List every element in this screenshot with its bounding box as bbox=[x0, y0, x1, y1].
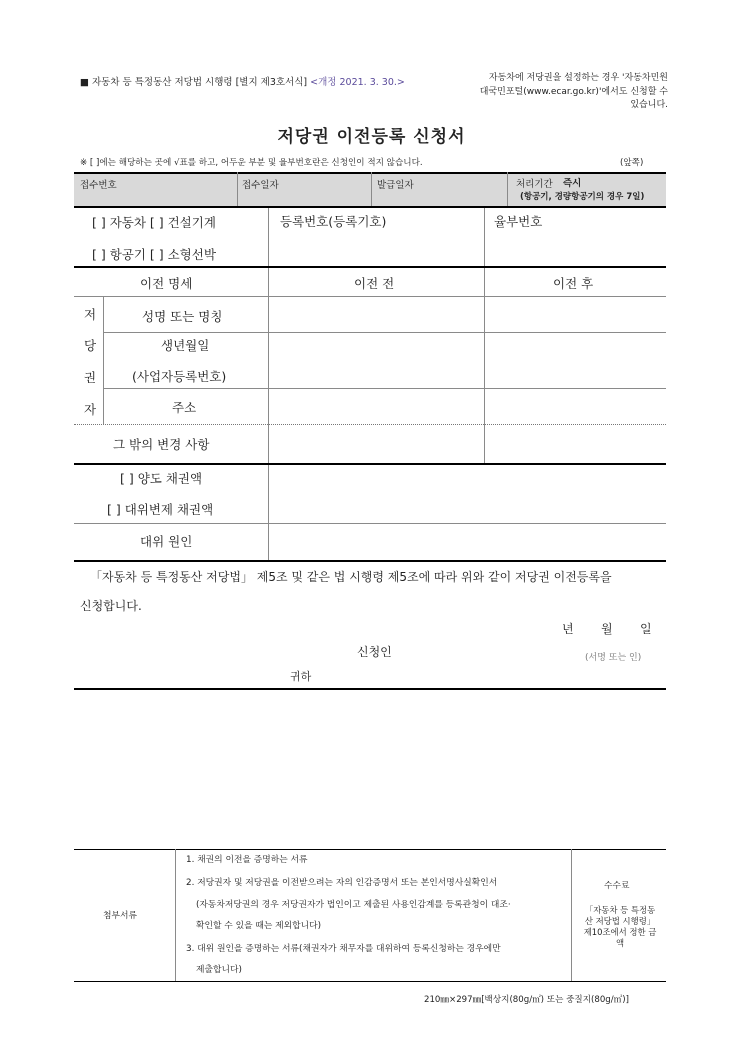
rule bbox=[74, 523, 666, 524]
other-changes-label: 그 밖의 변경 사항 bbox=[113, 437, 210, 452]
paper-spec-footer: 210㎜×297㎜[백상지(80g/㎡) 또는 중질지(80g/㎡)] bbox=[424, 995, 629, 1005]
divider bbox=[268, 208, 269, 266]
processing-period-label: 처리기간 bbox=[516, 179, 553, 190]
day-label: 일 bbox=[640, 622, 652, 636]
transfer-details-header: 이전 명세 bbox=[140, 276, 193, 291]
attachments-label: 첨부서류 bbox=[103, 911, 137, 921]
divider bbox=[268, 465, 269, 561]
rule bbox=[74, 560, 666, 562]
subrogation-cause-label: 대위 원인 bbox=[140, 534, 193, 549]
address-label: 주소 bbox=[172, 400, 197, 415]
fee-line: 산 저당법 시행령」 bbox=[584, 916, 656, 926]
divider bbox=[268, 268, 269, 464]
divider bbox=[484, 268, 485, 464]
mortgagee-char: 권 bbox=[84, 370, 97, 385]
receipt-number-label: 접수번호 bbox=[80, 180, 117, 191]
applicant-label: 신청인 bbox=[357, 645, 392, 659]
ecar-note-line: 대국민포털(www.ecar.go.kr)'에서도 신청할 수 bbox=[479, 86, 668, 97]
dotted-rule bbox=[74, 424, 666, 425]
mortgagee-char: 당 bbox=[84, 338, 97, 353]
receipt-date-label: 접수일자 bbox=[242, 180, 279, 191]
rule bbox=[74, 296, 666, 297]
vehicle-type-options-2[interactable]: [ ] 항공기 [ ] 소형선박 bbox=[92, 247, 216, 262]
attachment-item: 제출합니다) bbox=[196, 965, 242, 975]
vehicle-type-options-1[interactable]: [ ] 자동차 [ ] 건설기계 bbox=[92, 215, 216, 230]
divider bbox=[507, 172, 508, 206]
issue-date-label: 발급일자 bbox=[377, 180, 414, 191]
rule bbox=[103, 332, 666, 333]
year-label: 년 bbox=[562, 622, 574, 636]
divider bbox=[571, 849, 572, 981]
fee-line: 「자동차 등 특정동 bbox=[584, 905, 656, 915]
attachment-item: 확인할 수 있을 때는 제외합니다) bbox=[196, 921, 322, 931]
signature-placeholder[interactable]: (서명 또는 인) bbox=[585, 653, 642, 663]
divider bbox=[237, 172, 238, 206]
processing-period-value: 즉시 bbox=[563, 178, 582, 189]
attachment-item: 2. 저당권자 및 저당권을 이전받으려는 자의 인감증명서 또는 본인서명사실확인서 bbox=[186, 878, 498, 888]
ecar-note-line: 있습니다. bbox=[630, 100, 668, 110]
before-transfer-header: 이전 전 bbox=[354, 276, 395, 291]
fee-line: 제10조에서 정한 금 bbox=[583, 927, 657, 937]
rule bbox=[74, 688, 666, 690]
registration-number-field[interactable]: 등록번호(등록기호) bbox=[280, 214, 387, 229]
fee-description bbox=[574, 905, 666, 949]
divider bbox=[175, 849, 176, 981]
page-side-label: (앞쪽) bbox=[620, 158, 644, 168]
mortgagee-char: 저 bbox=[84, 307, 97, 322]
form-reference bbox=[80, 74, 405, 88]
statement-line-2: 신청합니다. bbox=[80, 599, 142, 613]
attachment-item: 1. 채권의 이전을 증명하는 서류 bbox=[186, 855, 308, 865]
business-number-label: (사업자등록번호) bbox=[132, 369, 227, 384]
rule bbox=[74, 266, 666, 268]
rule bbox=[103, 388, 666, 389]
addressee-label: 귀하 bbox=[290, 670, 312, 683]
document-title: 저당권 이전등록 신청서 bbox=[277, 127, 466, 147]
after-transfer-header: 이전 후 bbox=[553, 276, 594, 291]
name-label: 성명 또는 명칭 bbox=[142, 309, 223, 324]
fee-line: 액 bbox=[615, 938, 625, 948]
mortgagee-char: 자 bbox=[84, 402, 97, 417]
birth-date-label: 생년월일 bbox=[161, 338, 210, 353]
month-label: 월 bbox=[601, 622, 613, 636]
divider bbox=[484, 208, 485, 266]
transfer-claim-amount-option[interactable]: [ ] 양도 채권액 bbox=[120, 471, 203, 486]
rule bbox=[74, 981, 666, 982]
instruction-note: ※ [ ]에는 해당하는 곳에 √표를 하고, 어두운 부분 및 율부번호란은 신청인이 적지 않습니다. bbox=[80, 158, 423, 168]
top-rule bbox=[74, 172, 666, 174]
fee-label: 수수료 bbox=[604, 881, 630, 891]
revision-date: <개정 2021. 3. 30.> bbox=[310, 77, 405, 88]
rule bbox=[74, 849, 666, 850]
form-ref-text: ■ 자동차 등 특정동산 저당법 시행령 [별지 제3호서식] bbox=[80, 77, 308, 88]
subrogation-claim-amount-option[interactable]: [ ] 대위변제 채권액 bbox=[107, 502, 214, 517]
sub-number-field: 율부번호 bbox=[494, 214, 543, 229]
rule bbox=[74, 463, 666, 465]
rule bbox=[74, 206, 666, 208]
attachment-item: (자동차저당권의 경우 저당권자가 법인이고 제출된 사용인감계를 등록관청이 대조· bbox=[196, 900, 511, 910]
ecar-note-line: 자동차에 저당권을 설정하는 경우 '자동차민원 bbox=[488, 73, 668, 83]
divider bbox=[103, 296, 104, 424]
attachment-item: 3. 대위 원인을 증명하는 서류(채권자가 채무자를 대위하여 등록신청하는 경우에만 bbox=[186, 944, 501, 954]
ecar-note bbox=[462, 72, 668, 113]
processing-period-note: (항공기, 경량항공기의 경우 7일) bbox=[520, 192, 645, 202]
divider bbox=[371, 172, 372, 206]
statement-line-1: 「자동차 등 특정동산 저당법」 제5조 및 같은 법 시행령 제5조에 따라 위와 같이 저당권 이전등록을 bbox=[90, 570, 612, 584]
